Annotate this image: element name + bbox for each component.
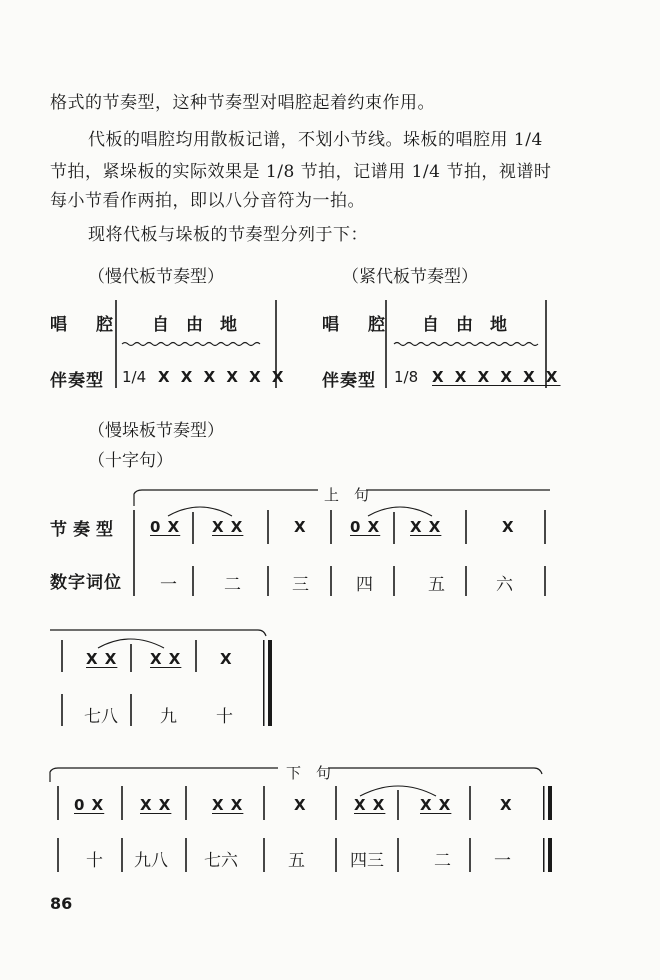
paragraph-line-4: 每小节看作两拍，即以八分音符为一拍。 xyxy=(50,191,365,211)
slow-daiban-meter: 1/4 xyxy=(122,368,147,386)
upper-word-3: 三 xyxy=(292,575,309,595)
fast-daiban-rhythm: X X X X X X xyxy=(432,368,561,386)
lower-note-5: X X xyxy=(354,796,386,814)
slow-daiban-free-text: 自 由 地 xyxy=(152,315,237,335)
paragraph-line-5: 现将代板与垛板的节奏型分列于下： xyxy=(88,225,368,245)
paragraph-line-2: 代板的唱腔均用散板记谱，不划小节线。垛板的唱腔用 1/4 xyxy=(88,130,543,150)
lower-end-bar-thin-2 xyxy=(543,838,545,872)
lower-note-3: X X xyxy=(212,796,244,814)
upper2-word-1: 七八 xyxy=(84,707,118,727)
paragraph-line-1: 格式的节奏型，这种节奏型对唱腔起着约束作用。 xyxy=(50,93,435,113)
slow-duoban-heading: （慢垛板节奏型） xyxy=(88,421,224,441)
lower-phrase-bracket xyxy=(50,768,542,782)
fast-daiban-vocal-label: 唱 腔 xyxy=(322,315,391,335)
slow-daiban-accomp-label: 伴奏型 xyxy=(50,371,104,391)
lower-note-7: X xyxy=(500,796,513,814)
upper-word-6: 六 xyxy=(496,575,513,595)
upper-note-2: X X xyxy=(212,518,244,536)
lower-word-7: 一 xyxy=(494,851,511,871)
upper2-word-3: 十 xyxy=(216,707,233,727)
lower-word-5: 四三 xyxy=(350,851,384,871)
fast-daiban-free-text: 自 由 地 xyxy=(422,315,507,335)
fast-daiban-heading: （紧代板节奏型） xyxy=(342,267,478,287)
lower-end-bar-1 xyxy=(548,786,552,820)
lower-word-6: 二 xyxy=(434,851,451,871)
slow-daiban-heading: （慢代板节奏型） xyxy=(88,267,224,287)
upper-word-2: 二 xyxy=(224,575,241,595)
lower-word-2: 九八 xyxy=(134,851,168,871)
upper-row2-end-bar-thin xyxy=(263,640,265,726)
paragraph-line-3: 节拍，紧垛板的实际效果是 1/8 节拍，记谱用 1/4 节拍，视谱时 xyxy=(50,162,552,182)
upper-note-1: 0 X xyxy=(150,518,181,536)
upper2-note-1: X X xyxy=(86,650,118,668)
lower-word-3: 七六 xyxy=(204,851,238,871)
lower-note-2: X X xyxy=(140,796,172,814)
upper-row1-slur-1 xyxy=(168,507,232,516)
upper2-note-2: X X xyxy=(150,650,182,668)
slow-daiban-vocal-label: 唱 腔 xyxy=(50,315,119,335)
upper-word-4: 四 xyxy=(356,575,373,595)
fast-daiban-accomp-label: 伴奏型 xyxy=(322,371,376,391)
upper-phrase-label: 上 句 xyxy=(320,484,373,505)
lower-end-bar-thin-1 xyxy=(543,786,545,820)
lower-phrase-label: 下 句 xyxy=(282,762,335,783)
upper-continuation-bracket xyxy=(50,630,266,636)
fast-daiban-wavy-line xyxy=(394,343,538,346)
upper2-word-2: 九 xyxy=(160,707,177,727)
word-position-row-label: 数字词位 xyxy=(50,573,122,593)
lower-end-bar-2 xyxy=(548,838,552,872)
upper2-note-3: X xyxy=(220,650,233,668)
upper-phrase-bracket xyxy=(134,490,550,506)
lower-note-6: X X xyxy=(420,796,452,814)
lower-word-4: 五 xyxy=(288,851,305,871)
upper-row1-slur-2 xyxy=(368,507,432,516)
fast-daiban-meter: 1/8 xyxy=(394,368,419,386)
slow-duoban-subheading: （十字句） xyxy=(88,451,173,471)
lower-note-1: 0 X xyxy=(74,796,105,814)
upper-note-5: X X xyxy=(410,518,442,536)
slow-daiban-wavy-line xyxy=(122,343,260,346)
upper-note-4: 0 X xyxy=(350,518,381,536)
lower-note-4: X xyxy=(294,796,307,814)
rhythm-row-label: 节奏型 xyxy=(50,520,119,540)
slow-daiban-rhythm: X X X X X X xyxy=(158,368,287,386)
upper-row2-end-bar xyxy=(268,640,272,726)
upper-note-6: X xyxy=(502,518,515,536)
upper-note-3: X xyxy=(294,518,307,536)
upper-word-5: 五 xyxy=(428,575,445,595)
page-number: 86 xyxy=(50,894,73,913)
upper-word-1: 一 xyxy=(160,575,177,595)
lower-word-1: 十 xyxy=(86,851,103,871)
